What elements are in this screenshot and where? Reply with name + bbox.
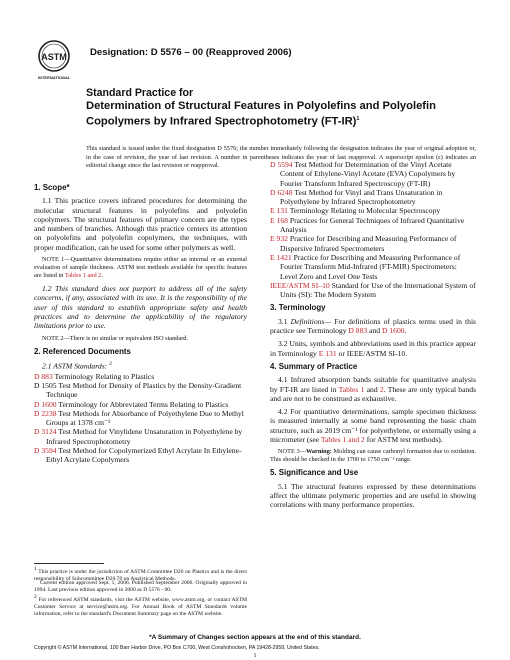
note-3: NOTE 3—Warning: Molding can cause carbonyl formation due to oxidation. This should be checked in the 1700 to 1750 cm⁻¹ range. [270, 448, 477, 464]
reference-item: D 2238 Test Methods for Absorbance of Polyethylene Due to Methyl Groups at 1378 cm⁻¹ [34, 408, 244, 428]
reference-link[interactable]: E 932 [270, 234, 288, 244]
reference-link[interactable]: E 168 [270, 215, 288, 225]
scope-heading: 1. Scope* [34, 183, 70, 192]
reference-link[interactable]: D 1600 [34, 399, 57, 409]
page-number: 1 [253, 653, 257, 659]
paragraph-1-2: 1.2 This standard does not purport to address all of the safety concerns, if any, associated with its use. It is the responsibility of the user of this standard to establish appropriate safety and health practices and to determine the applicability of the regulatory limitations prior to use. [34, 284, 247, 331]
significance-heading: 5. Significance and Use [270, 468, 359, 478]
paragraph-3-2: 3.2 Units, symbols and abbreviations used in this practice appear in Terminology E 131 or IEEE/ASTM SI-10. [270, 339, 476, 358]
reference-item: E 1421 Practice for Describing and Measuring Performance of Fourier Transform Mid-Infrared (FT-MIR) Spectrometers: Level Zero and Level One Tests [270, 252, 461, 281]
reference-link[interactable]: D 3124 [34, 427, 57, 437]
paragraph-4-2: 4.2 For quantitative determinations, sample specimen thickness is measured internally at some band representing the basic chain structure, such as 2019 cm⁻¹ for polyethylene, or externally using a micrometer (see Tables 1 and 2 for ASTM test methods). [270, 407, 476, 445]
reference-item: D 1505 Test Method for Density of Plastics by the Density-Gradient Technique [34, 380, 242, 400]
astm-standards-label: 2.1 ASTM Standards: $^2$ [42, 360, 112, 371]
right-column [270, 160, 476, 514]
footnote-1-dates: Current edition approved Sept. 1, 2006. Published September 2006. Originally approved in 1994. Last previous edition approved in 2000 as D 5576 - 00. [34, 580, 247, 593]
summary-of-changes-note: *A Summary of Changes section appears at the end of this standard. [149, 634, 361, 641]
summary-of-practice-heading: 4. Summary of Practice [270, 361, 358, 371]
reference-item: E 932 Practice for Describing and Measuring Performance of Dispersive Infrared Spectrometers [270, 234, 457, 253]
right-reference-list [270, 160, 476, 299]
reference-link[interactable]: E 131 [270, 206, 288, 216]
paragraph-1-1: 1.1 This practice covers infrared procedures for determining the molecular structural features in polyolefins and polyolefin copolymers. The structural features of primary concern are the types and numbers of branches. Although this practice centers its attention on polyolefins and polyolefin copolymers, the techniques, with proper modification, can be used for some other polymers as well. [34, 196, 247, 252]
reference-item: D 3594 Test Method for Copolymerized Ethyl Acrylate In Ethylene-Ethyl Acrylate Copolymers [34, 446, 242, 465]
footnote-2: $^2$ For referenced ASTM standards, visit the ASTM website, www.astm.org, or contact ASTM Customer Service at service@astm.org. For Annual Book of ASTM Standards volume information, refer to the standard's Document Summary page on the ASTM website. [34, 594, 248, 617]
referenced-documents-heading: 2. Referenced Documents [34, 346, 131, 356]
reference-item: IEEE/ASTM SI–10 Standard for Use of the International System of Units (SI): The Modern System [270, 280, 476, 300]
footnote-1: $^1$ This practice is under the jurisdiction of ASTM Committee D20 on Plastics and is the direct responsibility of Subcommittee D20.70 on Analytical Methods. [34, 566, 247, 582]
reference-item: E 168 Practices for General Techniques of Infrared Quantitative Analysis [270, 215, 465, 235]
standard-title [86, 87, 466, 129]
paragraph-3-1: 3.1 Definitions— For definitions of plastics terms used in this practice see Terminology D 883 and D 1600. [270, 316, 477, 336]
reference-link[interactable]: D 883 [348, 326, 368, 336]
left-column [34, 183, 247, 465]
terminology-heading: 3. Terminology [270, 303, 326, 313]
paragraph-5-1: 5.1 The structural features expressed by these determinations affect the ultimate polymeric properties and are useful in showing correlations with many performance properties. [270, 481, 476, 510]
tables-link[interactable]: Tables 1 and 2 [64, 272, 102, 280]
tables-link[interactable]: Tables 1 and 2 [320, 435, 365, 445]
note-2: NOTE 2—There is no similar or equivalent ISO standard. [42, 334, 189, 342]
title-main: Determination of Structural Features in Polyolefins and Polyolefin Copolymers by Infrared Spectrophotometry $(FT-IR)^1$ [86, 100, 436, 128]
reference-item: D 1600 Terminology for Abbreviated Terms Relating to Plastics [34, 399, 229, 409]
reference-link[interactable]: D 1600 [381, 326, 405, 336]
reference-item: D 6248 Test Method for Vinyl and Trans Unsaturation in Polyethylene by Infrared Spectrophotometry [270, 187, 443, 207]
reference-link[interactable]: E 131 [318, 348, 337, 358]
tables-link[interactable]: 2 [379, 384, 384, 394]
reference-link[interactable]: D 2238 [34, 408, 57, 418]
reference-item: D 5594 Test Method for Determination of the Vinyl Acetate Content of Ethylene-Vinyl Acetate (EVA) Copolymers by Fourier Transform Infrared Spectroscopy (FT-IR) [270, 160, 456, 188]
reference-link[interactable]: IEEE/ASTM SI–10 [270, 280, 330, 290]
tables-link[interactable]: Tables 1 [338, 384, 365, 394]
left-reference-list [34, 372, 247, 465]
issuance-note: This standard is issued under the fixed designation D 5576; the number immediately following the designation indicates the year of original adoption or, in the case of revision, the year of last revision. A number in parentheses indicates the year of last reapproval. A superscript epsilon (ε) indicates an editorial change since the last revision or reapproval. [86, 145, 476, 170]
paragraph-4-1: 4.1 Infrared absorption bands suitable for quantitative analysis by FT-IR are listed in Tables 1 and 2. These are only typical bands and are not to be construed as exhaustive. [270, 375, 477, 403]
designation: Designation: D 5576 – 00 (Reapproved 2006) [90, 47, 292, 58]
title-pre: Standard Practice for [86, 87, 194, 99]
reference-link[interactable]: D 3594 [34, 446, 57, 456]
reference-link[interactable]: D 883 [34, 371, 53, 381]
astm-logo [34, 38, 74, 82]
reference-link[interactable]: D 6248 [270, 187, 293, 197]
footnote-rule [34, 563, 104, 564]
logo-subtext: INTERNATIONAL [37, 75, 71, 80]
reference-item: E 131 Terminology Relating to Molecular Spectroscopy [270, 206, 441, 216]
logo-text: ASTM [41, 52, 67, 62]
copyright-line: Copyright © ASTM International, 100 Barr Harbor Drive, PO Box C700, West Conshohocken, PA 19428-2959, United States. [34, 645, 320, 651]
reference-link[interactable]: D 5594 [270, 160, 293, 169]
reference-item: D 883 Terminology Relating to Plastics [34, 371, 155, 381]
note-1: NOTE 1—Quantitative determinations require either an internal or an external evaluation of sample thickness. ASTM test methods available for specific features are listed in Tables 1 and 2. [34, 256, 247, 280]
reference-item: D 3124 Test Method for Vinylidene Unsaturation in Polyethylene by Infrared Spectrophotometry [34, 427, 243, 446]
reference-link[interactable]: E 1421 [270, 252, 292, 262]
